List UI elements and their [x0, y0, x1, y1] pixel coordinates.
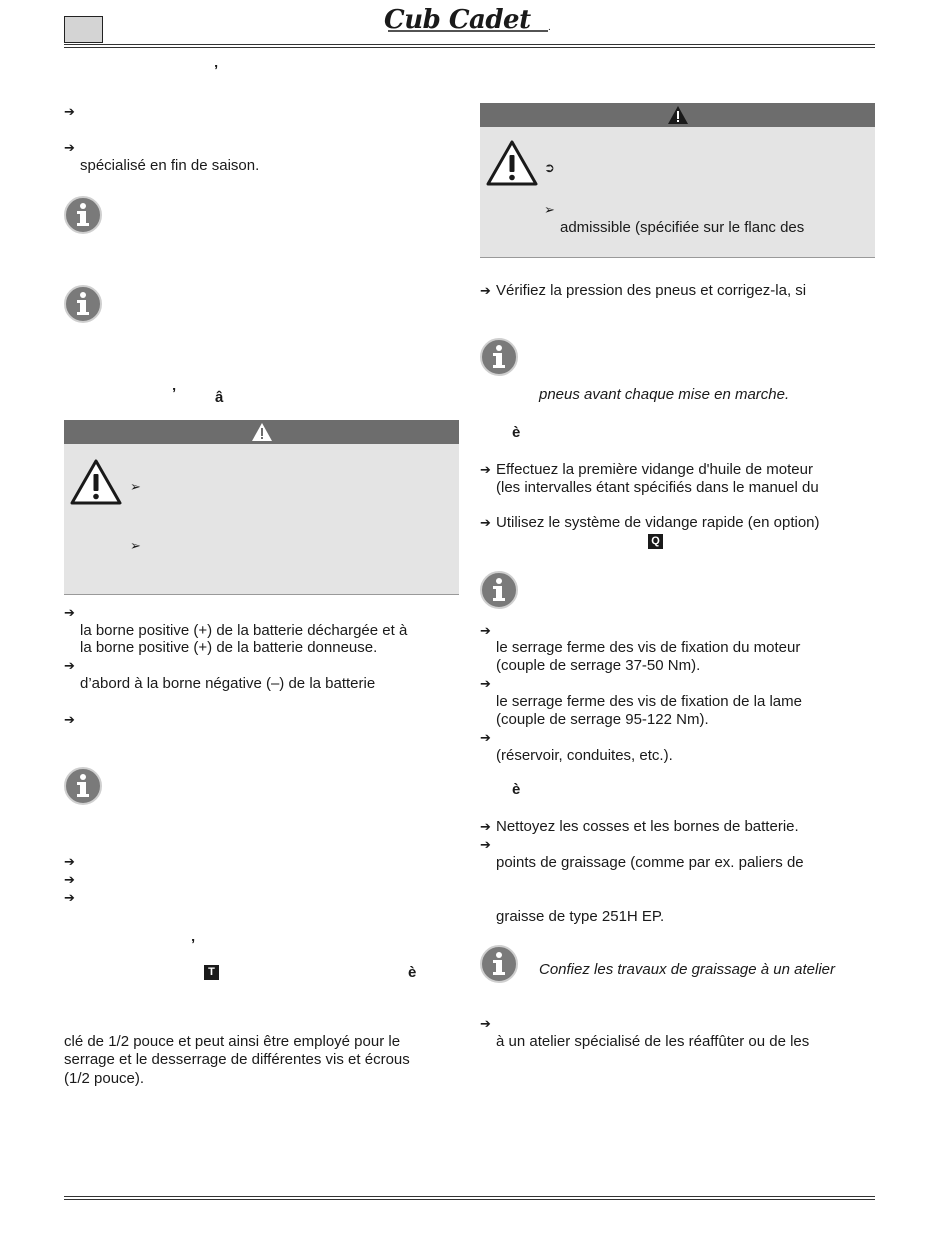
arrow-bullet: ➔: [64, 140, 75, 155]
circular-arrow-bullet: ➲: [544, 160, 555, 175]
clean-terminals-text: Nettoyez les cosses et les bornes de batterie.: [496, 818, 799, 835]
warning-triangle-icon: [69, 458, 123, 506]
arrow-bullet: ➔: [64, 658, 75, 673]
section-heading-e-grave: è: [512, 781, 521, 798]
arrow-bullet: ➔: [480, 623, 491, 638]
cub-cadet-logo: [380, 2, 560, 36]
arrow-bullet: ➔: [64, 854, 75, 869]
arrow-bullet: ➔: [64, 890, 75, 905]
wrench-line-3: (1/2 pouce).: [64, 1070, 145, 1087]
header-rule-bottom: [64, 47, 875, 48]
arrow-bullet: ➔: [64, 104, 75, 119]
arrow-bullet: ➔: [480, 283, 491, 298]
left-apostrophe-2: ’: [172, 385, 177, 402]
warning-triangle-icon: [667, 105, 689, 125]
grease-line-2: graisse de type 251H EP.: [496, 908, 665, 925]
arrow-bullet: ➔: [480, 1016, 491, 1031]
info-icon: [63, 195, 103, 235]
warning-box-left: [64, 420, 459, 595]
arrow-bullet: ➔: [64, 872, 75, 887]
grease-line-1: points de graissage (comme par ex. paliers de: [496, 854, 804, 871]
svg-text:Cub Cadet: Cub Cadet: [384, 5, 531, 35]
engine-bolts-line-1: le serrage ferme des vis de fixation du moteur: [496, 639, 801, 656]
wrench-line-2: serrage et le desserrage de différentes vis et écrous: [64, 1051, 410, 1068]
arrow-bullet: ➔: [480, 819, 491, 834]
engine-bolts-line-2: (couple de serrage 37-50 Nm).: [496, 657, 701, 674]
info-icon: [63, 284, 103, 324]
arrow-bullet: ➔: [480, 462, 491, 477]
left-apostrophe-3: ’: [191, 936, 196, 953]
bullet-arrowhead: ➢: [544, 202, 555, 217]
footer-rule-bottom: [64, 1199, 875, 1200]
t-accessory-badge: T: [204, 965, 219, 980]
quick-drain-text: Utilisez le système de vidange rapide (en option): [496, 514, 820, 531]
oil-change-line-2: (les intervalles étant spécifiés dans le manuel du: [496, 479, 819, 496]
info-icon: [479, 337, 519, 377]
header-rule-top: [64, 44, 875, 45]
blade-bolts-line-1: le serrage ferme des vis de fixation de la lame: [496, 693, 802, 710]
jump-start-line-3: d’abord à la borne négative (–) de la batterie: [80, 675, 376, 692]
fuel-system-text: (réservoir, conduites, etc.).: [496, 747, 673, 764]
blade-bolts-line-2: (couple de serrage 95-122 Nm).: [496, 711, 709, 728]
wrench-line-1: clé de 1/2 pouce et peut ainsi être employé pour le: [64, 1033, 401, 1050]
info-tires-text: pneus avant chaque mise en marche.: [539, 386, 790, 403]
warning-box-right: [480, 103, 875, 258]
blade-sharpening-text: à un atelier spécialisé de les réaffûter ou de les: [496, 1033, 810, 1050]
warning-triangle-icon: [251, 422, 273, 442]
tire-pressure-warning-text: admissible (spécifiée sur le flanc des: [560, 219, 805, 236]
q-accessory-badge: Q: [648, 534, 663, 549]
svg-text:.: .: [548, 22, 551, 33]
warning-triangle-icon: [485, 139, 539, 187]
warning-header: [480, 103, 875, 127]
section-heading-e-grave: è: [408, 964, 417, 981]
section-heading-a-circ: â: [215, 389, 224, 406]
left-apostrophe-1: ’: [214, 62, 219, 79]
warning-header: [64, 420, 459, 444]
page-number-box: [64, 16, 103, 43]
arrow-bullet: ➔: [480, 837, 491, 852]
winter-storage-text: spécialisé en fin de saison.: [80, 157, 260, 174]
arrow-bullet: ➔: [480, 676, 491, 691]
info-icon: [479, 944, 519, 984]
arrow-bullet: ➔: [480, 515, 491, 530]
arrow-bullet: ➔: [64, 605, 75, 620]
bullet-arrowhead: ➢: [130, 538, 141, 553]
oil-change-line-1: Effectuez la première vidange d'huile de moteur: [496, 461, 813, 478]
bullet-arrowhead: ➢: [130, 479, 141, 494]
jump-start-line-1: la borne positive (+) de la batterie déchargée et à: [80, 622, 408, 639]
section-heading-e-grave: è: [512, 424, 521, 441]
info-icon: [479, 570, 519, 610]
footer-rule-top: [64, 1196, 875, 1197]
jump-start-line-2: la borne positive (+) de la batterie donneuse.: [80, 639, 378, 656]
arrow-bullet: ➔: [64, 712, 75, 727]
arrow-bullet: ➔: [480, 730, 491, 745]
info-icon: [63, 766, 103, 806]
tire-check-text: Vérifiez la pression des pneus et corrigez-la, si: [496, 282, 807, 299]
info-grease-text: Confiez les travaux de graissage à un atelier: [539, 961, 836, 978]
